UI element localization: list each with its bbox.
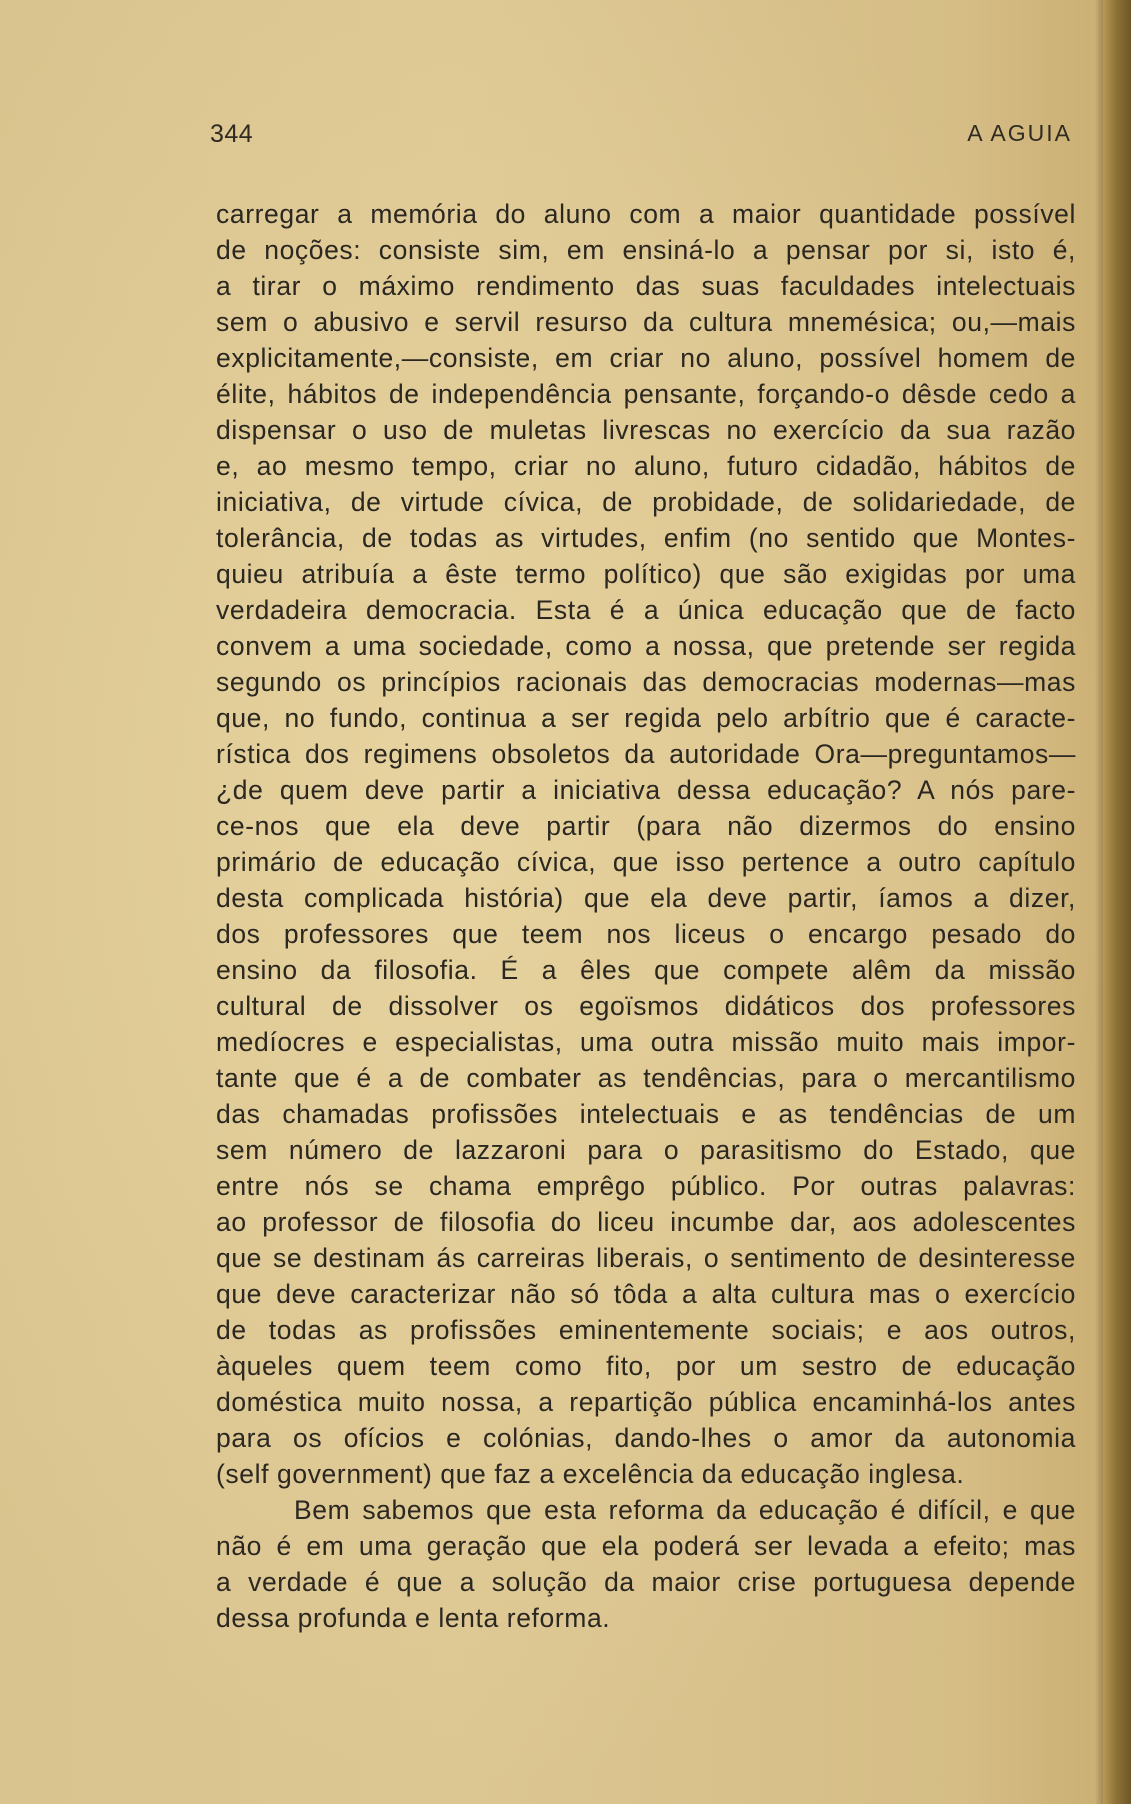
- text-line: primário de educação cívica, que isso pertence a outro capítulo: [216, 847, 1076, 877]
- text-line: àqueles quem teem como fito, por um sestro de educação: [216, 1351, 1076, 1381]
- text-line: cultural de dissolver os egoïsmos didáticos dos professores: [216, 991, 1076, 1021]
- text-line: sem número de lazzaroni para o parasitismo do Estado, que: [216, 1135, 1076, 1165]
- text-line: de noções: consiste sim, em ensiná-lo a pensar por si, isto é,: [216, 235, 1076, 265]
- text-line: carregar a memória do aluno com a maior quantidade possível: [216, 199, 1076, 229]
- text-line: não é em uma geração que ela poderá ser levada a efeito; mas: [216, 1531, 1076, 1561]
- text-line: rística dos regimens obsoletos da autoridade Ora—preguntamos—: [216, 739, 1076, 769]
- text-line: e, ao mesmo tempo, criar no aluno, futuro cidadão, hábitos de: [216, 451, 1076, 481]
- text-line: tolerância, de todas as virtudes, enfim (no sentido que Montes-: [216, 523, 1076, 553]
- text-line: segundo os princípios racionais das democracias modernas—mas: [216, 667, 1076, 697]
- text-line: para os ofícios e colónias, dando-lhes o amor da autonomia: [216, 1423, 1076, 1453]
- text-line: quieu atribuía a êste termo político) que são exigidas por uma: [216, 559, 1076, 589]
- text-line: que se destinam ás carreiras liberais, o sentimento de desinteresse: [216, 1243, 1076, 1273]
- text-line: ao professor de filosofia do liceu incumbe dar, aos adolescentes: [216, 1207, 1076, 1237]
- text-line: sem o abusivo e servil resurso da cultura mnemésica; ou,—mais: [216, 307, 1076, 337]
- running-title: A AGUIA: [967, 120, 1072, 146]
- text-line: de todas as profissões eminentemente sociais; e aos outros,: [216, 1315, 1076, 1345]
- text-line: entre nós se chama emprêgo público. Por outras palavras:: [216, 1171, 1076, 1201]
- text-line: a verdade é que a solução da maior crise portuguesa depende: [216, 1567, 1076, 1597]
- text-line: que, no fundo, continua a ser regida pelo arbítrio que é caracte-: [216, 703, 1076, 733]
- page-number: 344: [210, 120, 254, 148]
- text-line: desta complicada história) que ela deve partir, íamos a dizer,: [216, 883, 1076, 913]
- text-line: verdadeira democracia. Esta é a única educação que de facto: [216, 595, 1076, 625]
- text-line: dessa profunda e lenta reforma.: [216, 1603, 611, 1633]
- page-gutter-shadow: [1095, 0, 1103, 1804]
- text-line: das chamadas profissões intelectuais e as tendências de um: [216, 1099, 1076, 1129]
- text-line: tante que é a de combater as tendências, para o mercantilismo: [216, 1063, 1076, 1093]
- text-line: iniciativa, de virtude cívica, de probidade, de solidariedade, de: [216, 487, 1076, 517]
- text-line: élite, hábitos de independência pensante, forçando-o dêsde cedo a: [216, 379, 1076, 409]
- text-line: ensino da filosofia. É a êles que compete alêm da missão: [216, 955, 1076, 985]
- running-header: [210, 120, 1072, 160]
- text-line: (self government) que faz a excelência da educação inglesa.: [216, 1459, 965, 1489]
- body-text: [216, 196, 1076, 1636]
- text-line: dispensar o uso de muletas livrescas no exercício da sua razão: [216, 415, 1076, 445]
- text-line: a tirar o máximo rendimento das suas faculdades intelectuais: [216, 271, 1076, 301]
- text-line: dos professores que teem nos liceus o encargo pesado do: [216, 919, 1076, 949]
- text-line: que deve caracterizar não só tôda a alta cultura mas o exercício: [216, 1279, 1076, 1309]
- text-line: Bem sabemos que esta reforma da educação é difícil, e que: [294, 1495, 1076, 1525]
- text-line: ¿de quem deve partir a iniciativa dessa educação? A nós pare-: [216, 775, 1076, 805]
- text-line: medíocres e especialistas, uma outra missão muito mais impor-: [216, 1027, 1076, 1057]
- text-line: ce-nos que ela deve partir (para não dizermos do ensino: [216, 811, 1076, 841]
- text-line: explicitamente,—consiste, em criar no aluno, possível homem de: [216, 343, 1076, 373]
- book-spine-edge: [1103, 0, 1131, 1804]
- text-line: convem a uma sociedade, como a nossa, que pretende ser regida: [216, 631, 1076, 661]
- text-line: doméstica muito nossa, a repartição pública encaminhá-los antes: [216, 1387, 1076, 1417]
